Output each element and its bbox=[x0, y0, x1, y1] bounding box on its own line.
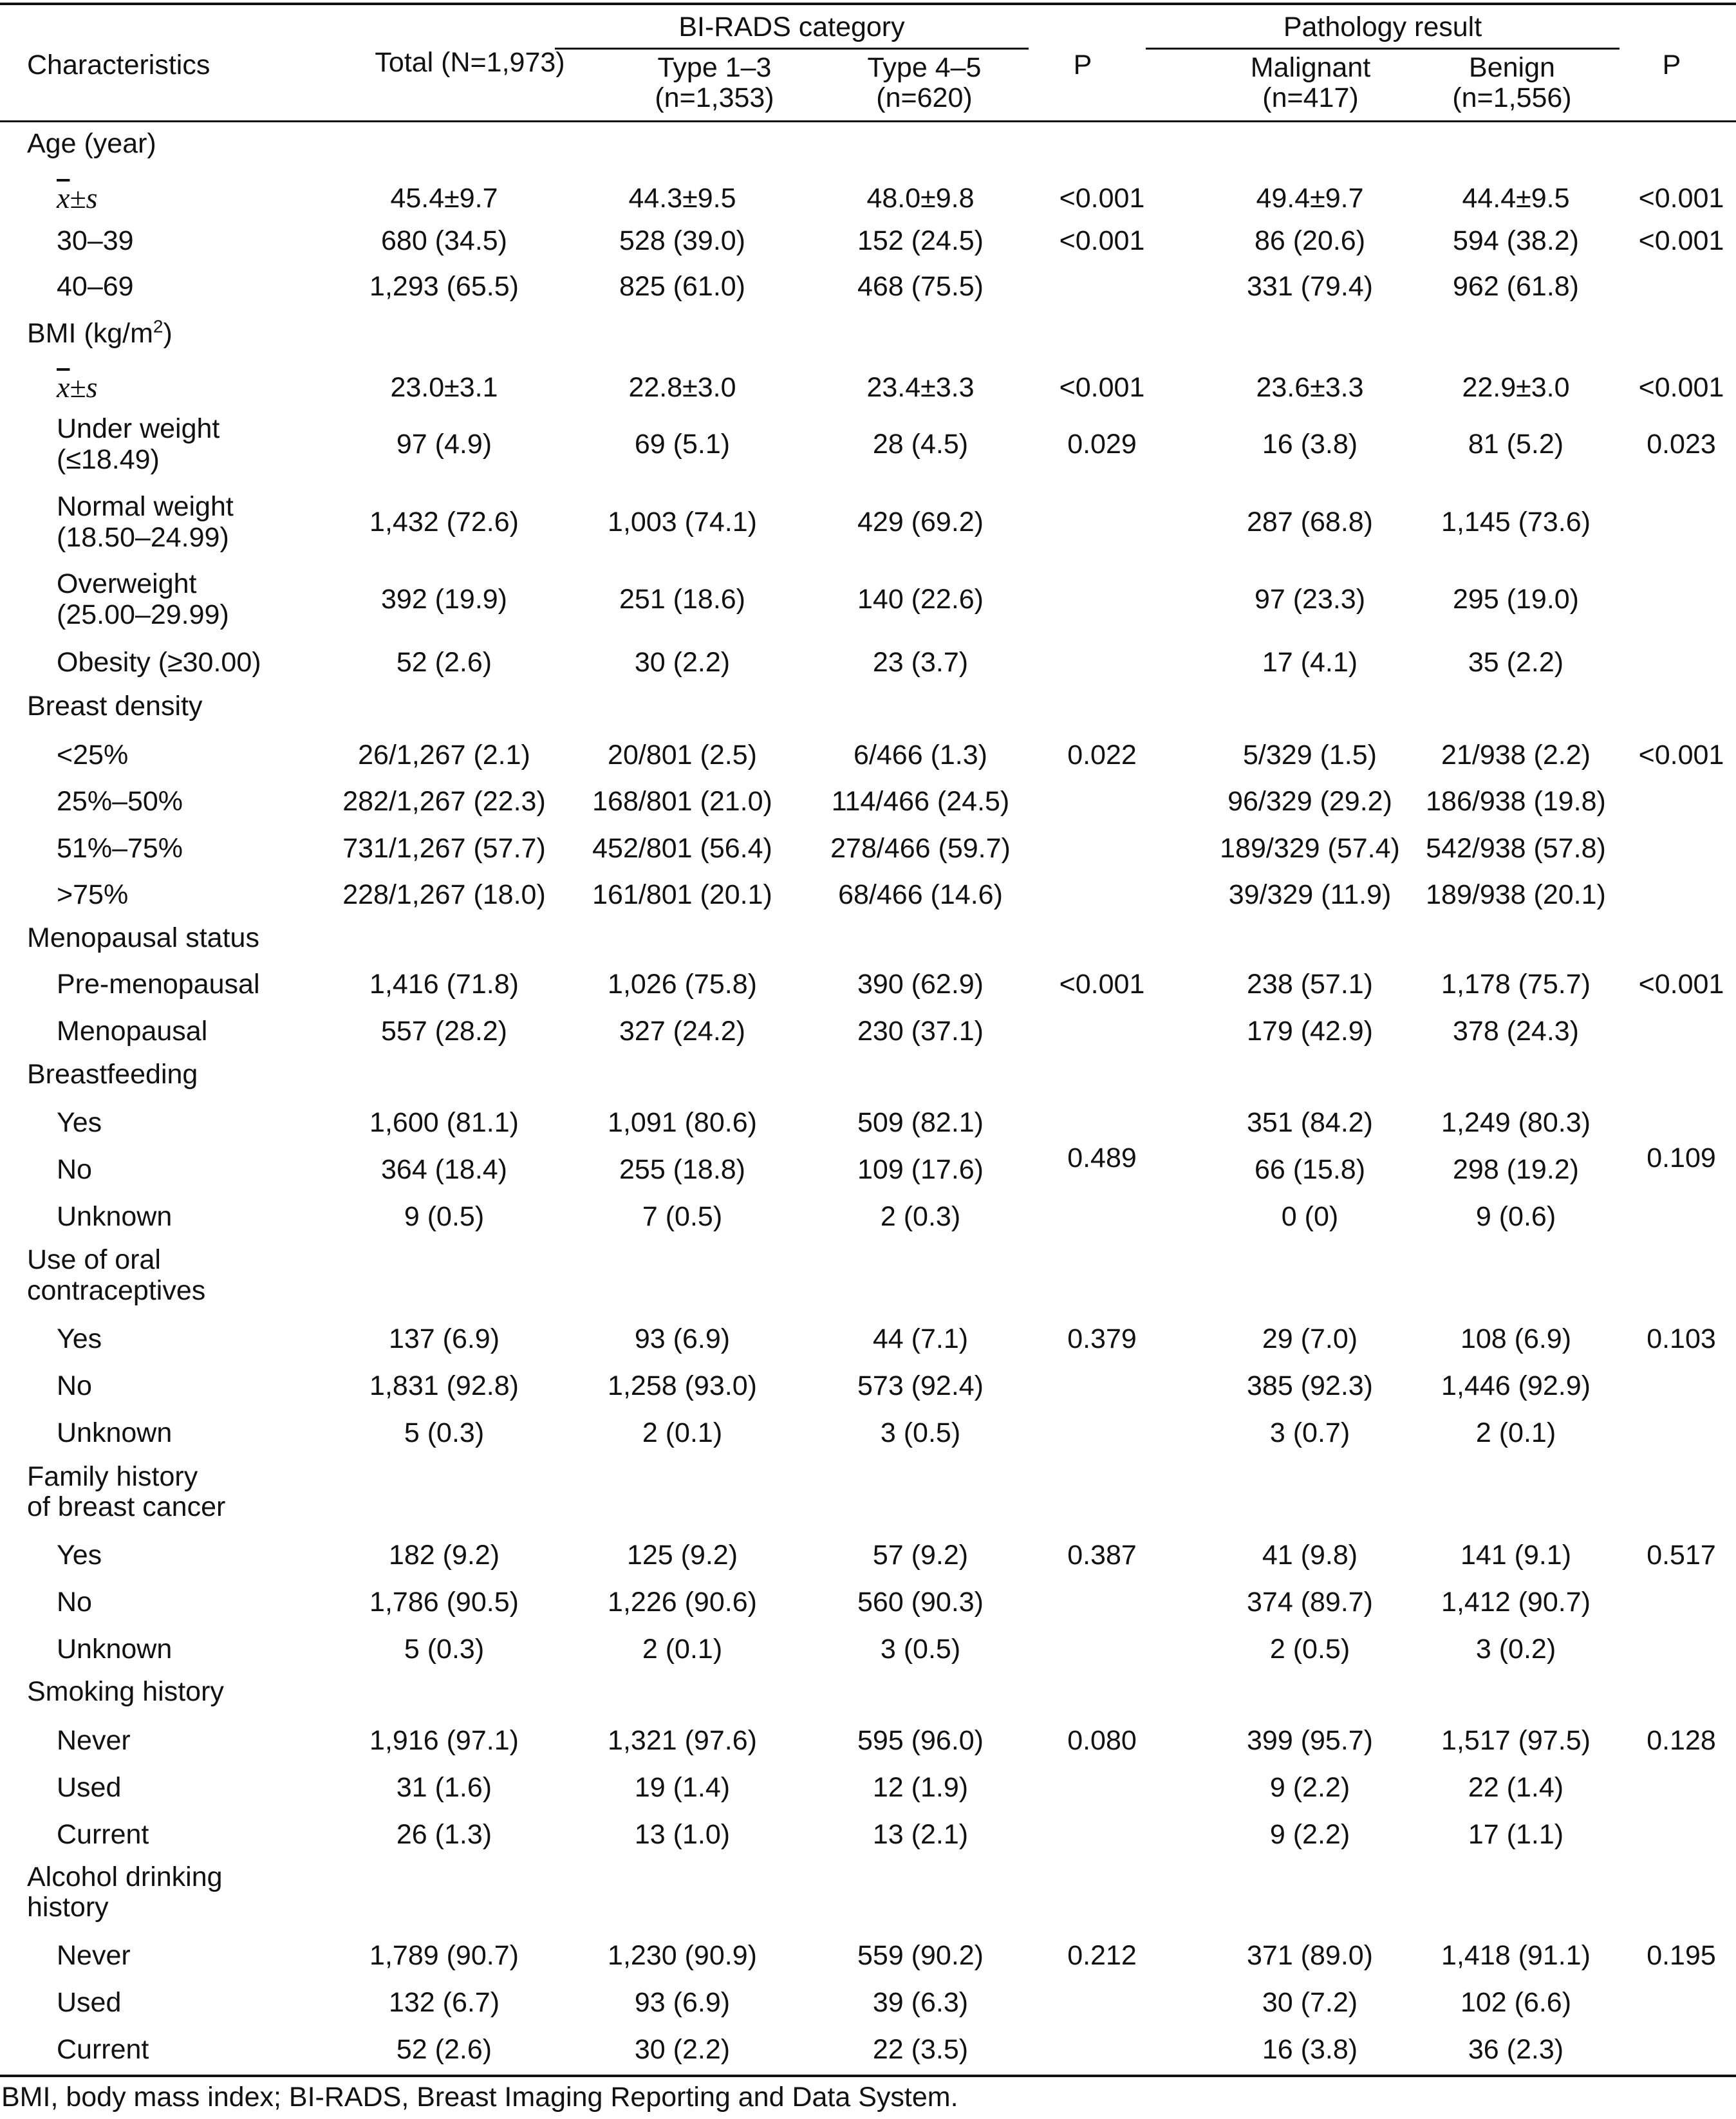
cell-mal: 9 (2.2) bbox=[1269, 1819, 1350, 1850]
section-bmi-sup: 2 bbox=[153, 316, 163, 337]
cell-t45: 573 (92.4) bbox=[857, 1370, 984, 1401]
cell-total: 228/1,267 (18.0) bbox=[342, 879, 546, 910]
cell-ben: 35 (2.2) bbox=[1468, 647, 1564, 678]
cell-t45: 468 (75.5) bbox=[857, 271, 984, 302]
cell-t13: 1,230 (90.9) bbox=[608, 1940, 757, 1971]
cell-total: 23.0±3.1 bbox=[390, 372, 498, 403]
cell-ben: 1,145 (73.6) bbox=[1441, 507, 1591, 537]
cell-ben: 1,249 (80.3) bbox=[1441, 1107, 1591, 1138]
cell-p1: <0.001 bbox=[1059, 969, 1145, 1000]
cell-t13: 168/801 (21.0) bbox=[592, 786, 772, 817]
row-label: Used bbox=[57, 1772, 122, 1803]
cell-mal: 39/329 (11.9) bbox=[1228, 879, 1392, 910]
cell-t13: 30 (2.2) bbox=[634, 2034, 731, 2065]
section-bmi bbox=[27, 318, 173, 349]
cell-total: 731/1,267 (57.7) bbox=[342, 833, 546, 864]
section-family-l1: Family history bbox=[27, 1461, 198, 1492]
section-breast-density: Breast density bbox=[27, 691, 203, 722]
row-label: >75% bbox=[57, 879, 129, 910]
cell-mal: 287 (68.8) bbox=[1246, 507, 1374, 537]
cell-t13: 528 (39.0) bbox=[619, 225, 746, 256]
cell-total: 97 (4.9) bbox=[396, 429, 492, 460]
cell-mal: 23.6±3.3 bbox=[1256, 372, 1364, 403]
cell-ben: 189/938 (20.1) bbox=[1426, 879, 1606, 910]
cell-p1: 0.080 bbox=[1067, 1725, 1137, 1756]
section-age: Age (year) bbox=[27, 128, 156, 159]
cell-mal: 17 (4.1) bbox=[1262, 647, 1358, 678]
cell-t13: 2 (0.1) bbox=[642, 1417, 723, 1448]
cell-p2: 0.128 bbox=[1647, 1725, 1716, 1756]
cell-mal: 331 (79.4) bbox=[1246, 271, 1374, 302]
cell-t45: 114/466 (24.5) bbox=[831, 786, 1010, 817]
cell-mal: 86 (20.6) bbox=[1254, 225, 1366, 256]
cell-ben: 298 (19.2) bbox=[1452, 1154, 1580, 1185]
cell-total: 364 (18.4) bbox=[380, 1154, 508, 1185]
cell-ben: 44.4±9.5 bbox=[1462, 183, 1570, 214]
cell-mal: 374 (89.7) bbox=[1246, 1587, 1374, 1618]
cell-total: 26/1,267 (2.1) bbox=[358, 740, 530, 770]
cell-t13: 22.8±3.0 bbox=[628, 372, 736, 403]
row-label: Never bbox=[57, 1725, 131, 1756]
cell-t45: 595 (96.0) bbox=[857, 1725, 984, 1756]
section-alcohol-l1: Alcohol drinking bbox=[27, 1862, 223, 1892]
cell-ben: 9 (0.6) bbox=[1475, 1201, 1556, 1232]
cell-t13: 125 (9.2) bbox=[626, 1540, 738, 1571]
section-bmi-text: BMI (kg/m bbox=[27, 318, 153, 349]
cell-t13: 30 (2.2) bbox=[634, 647, 731, 678]
cell-p1: 0.022 bbox=[1067, 740, 1137, 770]
cell-ben: 108 (6.9) bbox=[1460, 1323, 1572, 1354]
section-oral-l1: Use of oral bbox=[27, 1244, 161, 1275]
cell-ben: 378 (24.3) bbox=[1452, 1016, 1580, 1047]
age-mean-s: s bbox=[86, 182, 98, 214]
cell-t45: 152 (24.5) bbox=[857, 225, 984, 256]
cell-total: 5 (0.3) bbox=[404, 1417, 485, 1448]
cell-ben: 141 (9.1) bbox=[1460, 1540, 1572, 1571]
cell-ben: 81 (5.2) bbox=[1468, 429, 1564, 460]
cell-p1: 0.029 bbox=[1067, 429, 1137, 460]
row-label: Unknown bbox=[57, 1417, 173, 1448]
bmi-under-label1: Under weight bbox=[57, 413, 220, 444]
cell-t13: 327 (24.2) bbox=[619, 1016, 746, 1047]
cell-mal: 238 (57.1) bbox=[1246, 969, 1374, 1000]
row-label: 51%–75% bbox=[57, 833, 183, 864]
cell-ben: 1,517 (97.5) bbox=[1441, 1725, 1591, 1756]
cell-ben: 295 (19.0) bbox=[1452, 584, 1580, 615]
cell-mal: 41 (9.8) bbox=[1262, 1540, 1358, 1571]
header-pathology-group: Pathology result bbox=[1283, 12, 1482, 42]
age-mean-pm: ± bbox=[70, 182, 86, 214]
header-malignant-n: (n=417) bbox=[1262, 82, 1359, 113]
cell-t45: 560 (90.3) bbox=[857, 1587, 984, 1618]
top-rule bbox=[0, 3, 1736, 5]
header-p: P bbox=[1073, 50, 1092, 80]
bmi-mean-x: $\overline{x}$ bbox=[57, 371, 70, 404]
cell-t45: 2 (0.3) bbox=[880, 1201, 961, 1232]
cell-total: 1,831 (92.8) bbox=[369, 1370, 519, 1401]
bmi-normal-label2: (18.50–24.99) bbox=[57, 522, 229, 553]
cell-t45: 509 (82.1) bbox=[857, 1107, 984, 1138]
header-birads-group: BI-RADS category bbox=[678, 12, 905, 42]
row-label: Current bbox=[57, 2034, 149, 2065]
cell-t45: 6/466 (1.3) bbox=[854, 740, 987, 770]
bmi-under-label2: (≤18.49) bbox=[57, 444, 160, 475]
cell-t45: 3 (0.5) bbox=[880, 1417, 961, 1448]
row-label: Yes bbox=[57, 1540, 102, 1571]
cell-t13: 255 (18.8) bbox=[619, 1154, 746, 1185]
birads-group-rule bbox=[555, 48, 1029, 50]
section-smoking: Smoking history bbox=[27, 1676, 224, 1707]
row-label: 25%–50% bbox=[57, 786, 183, 817]
cell-ben: 594 (38.2) bbox=[1452, 225, 1580, 256]
row-label: Current bbox=[57, 1819, 149, 1850]
cell-p2: 0.023 bbox=[1647, 429, 1716, 460]
header-type45-n: (n=620) bbox=[876, 82, 973, 113]
cell-p1: <0.001 bbox=[1059, 183, 1145, 214]
cell-total: 282/1,267 (22.3) bbox=[342, 786, 546, 817]
cell-t45: 23 (3.7) bbox=[872, 647, 969, 678]
cell-t45: 140 (22.6) bbox=[857, 584, 984, 615]
cell-total: 9 (0.5) bbox=[404, 1201, 485, 1232]
row-label: Unknown bbox=[57, 1201, 173, 1232]
section-family-l2: of breast cancer bbox=[27, 1491, 226, 1522]
cell-t13: 825 (61.0) bbox=[619, 271, 746, 302]
cell-t13: 1,226 (90.6) bbox=[608, 1587, 757, 1618]
row-label: Never bbox=[57, 1940, 131, 1971]
cell-p1: 0.379 bbox=[1067, 1323, 1137, 1354]
cell-t45: 429 (69.2) bbox=[857, 507, 984, 537]
cell-t13: 93 (6.9) bbox=[634, 1323, 731, 1354]
cell-ben: 542/938 (57.8) bbox=[1426, 833, 1606, 864]
cell-total: 1,600 (81.1) bbox=[369, 1107, 519, 1138]
cell-ben: 17 (1.1) bbox=[1468, 1819, 1564, 1850]
cell-total: 1,786 (90.5) bbox=[369, 1587, 519, 1618]
cell-ben: 22 (1.4) bbox=[1468, 1772, 1564, 1803]
cell-total: 1,789 (90.7) bbox=[369, 1940, 519, 1971]
cell-t45: 48.0±9.8 bbox=[866, 183, 975, 214]
header-characteristics: Characteristics bbox=[27, 50, 210, 80]
cell-mal: 96/329 (29.2) bbox=[1227, 786, 1392, 817]
cell-t45: 28 (4.5) bbox=[872, 429, 969, 460]
cell-t13: 7 (0.5) bbox=[642, 1201, 723, 1232]
cell-mal: 179 (42.9) bbox=[1246, 1016, 1374, 1047]
row-label: Unknown bbox=[57, 1634, 173, 1665]
cell-t13: 1,258 (93.0) bbox=[608, 1370, 757, 1401]
cell-p1: <0.001 bbox=[1059, 372, 1145, 403]
cell-p2: <0.001 bbox=[1638, 372, 1724, 403]
header-type45-name: Type 4–5 bbox=[867, 52, 982, 83]
cell-ben: 102 (6.6) bbox=[1460, 1987, 1572, 2018]
row-label: Pre-menopausal bbox=[57, 969, 260, 1000]
section-menopausal: Menopausal status bbox=[27, 922, 259, 953]
header-total: Total (N=1,973) bbox=[375, 47, 565, 78]
cell-mal: 16 (3.8) bbox=[1262, 429, 1358, 460]
cell-t13: 19 (1.4) bbox=[634, 1772, 731, 1803]
age-mean-x: $\overline{x}$ bbox=[57, 182, 70, 214]
cell-mal: 2 (0.5) bbox=[1269, 1634, 1350, 1665]
age-mean-label bbox=[57, 183, 98, 214]
cell-t45: 57 (9.2) bbox=[872, 1540, 969, 1571]
cell-t13: 1,003 (74.1) bbox=[608, 507, 757, 537]
cell-ben: 3 (0.2) bbox=[1475, 1634, 1556, 1665]
cell-t13: 251 (18.6) bbox=[619, 584, 746, 615]
cell-t45: 22 (3.5) bbox=[872, 2034, 969, 2065]
cell-t13: 69 (5.1) bbox=[634, 429, 731, 460]
cell-ben: 36 (2.3) bbox=[1468, 2034, 1564, 2065]
cell-p1: 0.387 bbox=[1067, 1540, 1137, 1571]
cell-t45: 390 (62.9) bbox=[857, 969, 984, 1000]
cell-mal: 29 (7.0) bbox=[1262, 1323, 1358, 1354]
header-bottom-rule bbox=[0, 120, 1736, 122]
cell-t45: 39 (6.3) bbox=[872, 1987, 969, 2018]
cell-ben: 22.9±3.0 bbox=[1462, 372, 1570, 403]
cell-ben: 962 (61.8) bbox=[1452, 271, 1580, 302]
cell-ben: 2 (0.1) bbox=[1475, 1417, 1556, 1448]
row-label: No bbox=[57, 1370, 92, 1401]
cell-mal: 3 (0.7) bbox=[1269, 1417, 1350, 1448]
cell-mal: 399 (95.7) bbox=[1246, 1725, 1374, 1756]
cell-mal: 371 (89.0) bbox=[1246, 1940, 1374, 1971]
header-benign-n: (n=1,556) bbox=[1452, 82, 1572, 113]
cell-total: 1,432 (72.6) bbox=[369, 507, 519, 537]
cell-t13: 93 (6.9) bbox=[634, 1987, 731, 2018]
header-p2: P bbox=[1662, 50, 1681, 80]
cell-t13: 1,091 (80.6) bbox=[608, 1107, 757, 1138]
cell-mal: 0 (0) bbox=[1281, 1201, 1339, 1232]
cell-t45: 278/466 (59.7) bbox=[830, 833, 1011, 864]
cell-total: 52 (2.6) bbox=[396, 647, 492, 678]
cell-total: 31 (1.6) bbox=[396, 1772, 492, 1803]
pathology-group-rule bbox=[1146, 48, 1619, 50]
cell-t13: 13 (1.0) bbox=[634, 1819, 731, 1850]
cell-total: 1,293 (65.5) bbox=[369, 271, 519, 302]
cell-total: 52 (2.6) bbox=[396, 2034, 492, 2065]
header-type13-name: Type 1–3 bbox=[657, 52, 772, 83]
cell-total: 182 (9.2) bbox=[388, 1540, 500, 1571]
cell-t13: 20/801 (2.5) bbox=[608, 740, 757, 770]
header-type13-n: (n=1,353) bbox=[655, 82, 774, 113]
bmi-mean-pm: ± bbox=[70, 371, 86, 404]
cell-t13: 1,026 (75.8) bbox=[608, 969, 757, 1000]
bmi-mean-s: s bbox=[86, 371, 98, 404]
cell-p2: <0.001 bbox=[1638, 225, 1724, 256]
bmi-over-label1: Overweight bbox=[57, 568, 197, 599]
cell-ben: 1,178 (75.7) bbox=[1441, 969, 1591, 1000]
cell-total: 1,416 (71.8) bbox=[369, 969, 519, 1000]
cell-t45: 44 (7.1) bbox=[872, 1323, 969, 1354]
cell-mal: 385 (92.3) bbox=[1246, 1370, 1374, 1401]
cell-mal: 30 (7.2) bbox=[1262, 1987, 1358, 2018]
cell-ben: 21/938 (2.2) bbox=[1441, 740, 1591, 770]
cell-mal: 16 (3.8) bbox=[1262, 2034, 1358, 2065]
cell-ben: 1,418 (91.1) bbox=[1441, 1940, 1591, 1971]
section-alcohol-l2: history bbox=[27, 1892, 109, 1923]
section-breastfeeding: Breastfeeding bbox=[27, 1059, 198, 1090]
cell-ben: 1,446 (92.9) bbox=[1441, 1370, 1591, 1401]
cell-mal: 9 (2.2) bbox=[1269, 1772, 1350, 1803]
cell-mal: 189/329 (57.4) bbox=[1220, 833, 1400, 864]
cell-t45: 230 (37.1) bbox=[857, 1016, 984, 1047]
cell-total: 392 (19.9) bbox=[380, 584, 508, 615]
table-bottom-rule bbox=[0, 2075, 1736, 2077]
cell-t13: 452/801 (56.4) bbox=[592, 833, 772, 864]
cell-t45: 23.4±3.3 bbox=[866, 372, 975, 403]
cell-t45: 3 (0.5) bbox=[880, 1634, 961, 1665]
section-oral-l2: contraceptives bbox=[27, 1275, 206, 1306]
cell-p2: 0.103 bbox=[1647, 1323, 1716, 1354]
header-benign-name: Benign bbox=[1469, 52, 1555, 83]
cell-total: 26 (1.3) bbox=[396, 1819, 492, 1850]
row-label: 40–69 bbox=[57, 271, 134, 302]
cell-t13: 44.3±9.5 bbox=[628, 183, 736, 214]
row-label: Yes bbox=[57, 1107, 102, 1138]
cell-p2: 0.109 bbox=[1647, 1143, 1716, 1173]
cell-p2: 0.195 bbox=[1647, 1940, 1716, 1971]
cell-mal: 351 (84.2) bbox=[1246, 1107, 1374, 1138]
cell-t13: 1,321 (97.6) bbox=[608, 1725, 757, 1756]
cell-t45: 13 (2.1) bbox=[872, 1819, 969, 1850]
cell-p1: 0.212 bbox=[1067, 1940, 1137, 1971]
cell-mal: 66 (15.8) bbox=[1254, 1154, 1366, 1185]
cell-total: 680 (34.5) bbox=[380, 225, 508, 256]
cell-p1: 0.489 bbox=[1067, 1143, 1137, 1173]
cell-t13: 161/801 (20.1) bbox=[592, 879, 772, 910]
cell-t45: 559 (90.2) bbox=[857, 1940, 984, 1971]
row-label: Obesity (≥30.00) bbox=[57, 647, 261, 678]
row-label: <25% bbox=[57, 740, 129, 770]
cell-total: 5 (0.3) bbox=[404, 1634, 485, 1665]
cell-mal: 49.4±9.7 bbox=[1256, 183, 1364, 214]
cell-t13: 2 (0.1) bbox=[642, 1634, 723, 1665]
bmi-mean-label bbox=[57, 372, 98, 404]
cell-p2: 0.517 bbox=[1647, 1540, 1716, 1571]
cell-mal: 5/329 (1.5) bbox=[1243, 740, 1377, 770]
cell-mal: 97 (23.3) bbox=[1254, 584, 1366, 615]
cell-total: 137 (6.9) bbox=[388, 1323, 500, 1354]
cell-t45: 109 (17.6) bbox=[857, 1154, 984, 1185]
row-label: Menopausal bbox=[57, 1016, 208, 1047]
row-label: Yes bbox=[57, 1323, 102, 1354]
bmi-normal-label1: Normal weight bbox=[57, 491, 234, 522]
cell-ben: 1,412 (90.7) bbox=[1441, 1587, 1591, 1618]
footnote: BMI, body mass index; BI-RADS, Breast Imaging Reporting and Data System. bbox=[1, 2082, 958, 2113]
cell-p2: <0.001 bbox=[1638, 740, 1724, 770]
cell-t45: 68/466 (14.6) bbox=[838, 879, 1003, 910]
bmi-over-label2: (25.00–29.99) bbox=[57, 599, 229, 630]
section-bmi-close: ) bbox=[163, 318, 173, 349]
cell-p2: <0.001 bbox=[1638, 969, 1724, 1000]
row-label: No bbox=[57, 1587, 92, 1618]
cell-total: 132 (6.7) bbox=[388, 1987, 500, 2018]
cell-ben: 186/938 (19.8) bbox=[1426, 786, 1606, 817]
cell-total: 557 (28.2) bbox=[380, 1016, 508, 1047]
cell-p2: <0.001 bbox=[1638, 183, 1724, 214]
cell-total: 45.4±9.7 bbox=[390, 183, 498, 214]
cell-total: 1,916 (97.1) bbox=[369, 1725, 519, 1756]
cell-p1: <0.001 bbox=[1059, 225, 1145, 256]
row-label: Used bbox=[57, 1987, 122, 2018]
row-label: 30–39 bbox=[57, 225, 134, 256]
row-label: No bbox=[57, 1154, 92, 1185]
header-malignant-name: Malignant bbox=[1250, 52, 1371, 83]
cell-t45: 12 (1.9) bbox=[872, 1772, 969, 1803]
